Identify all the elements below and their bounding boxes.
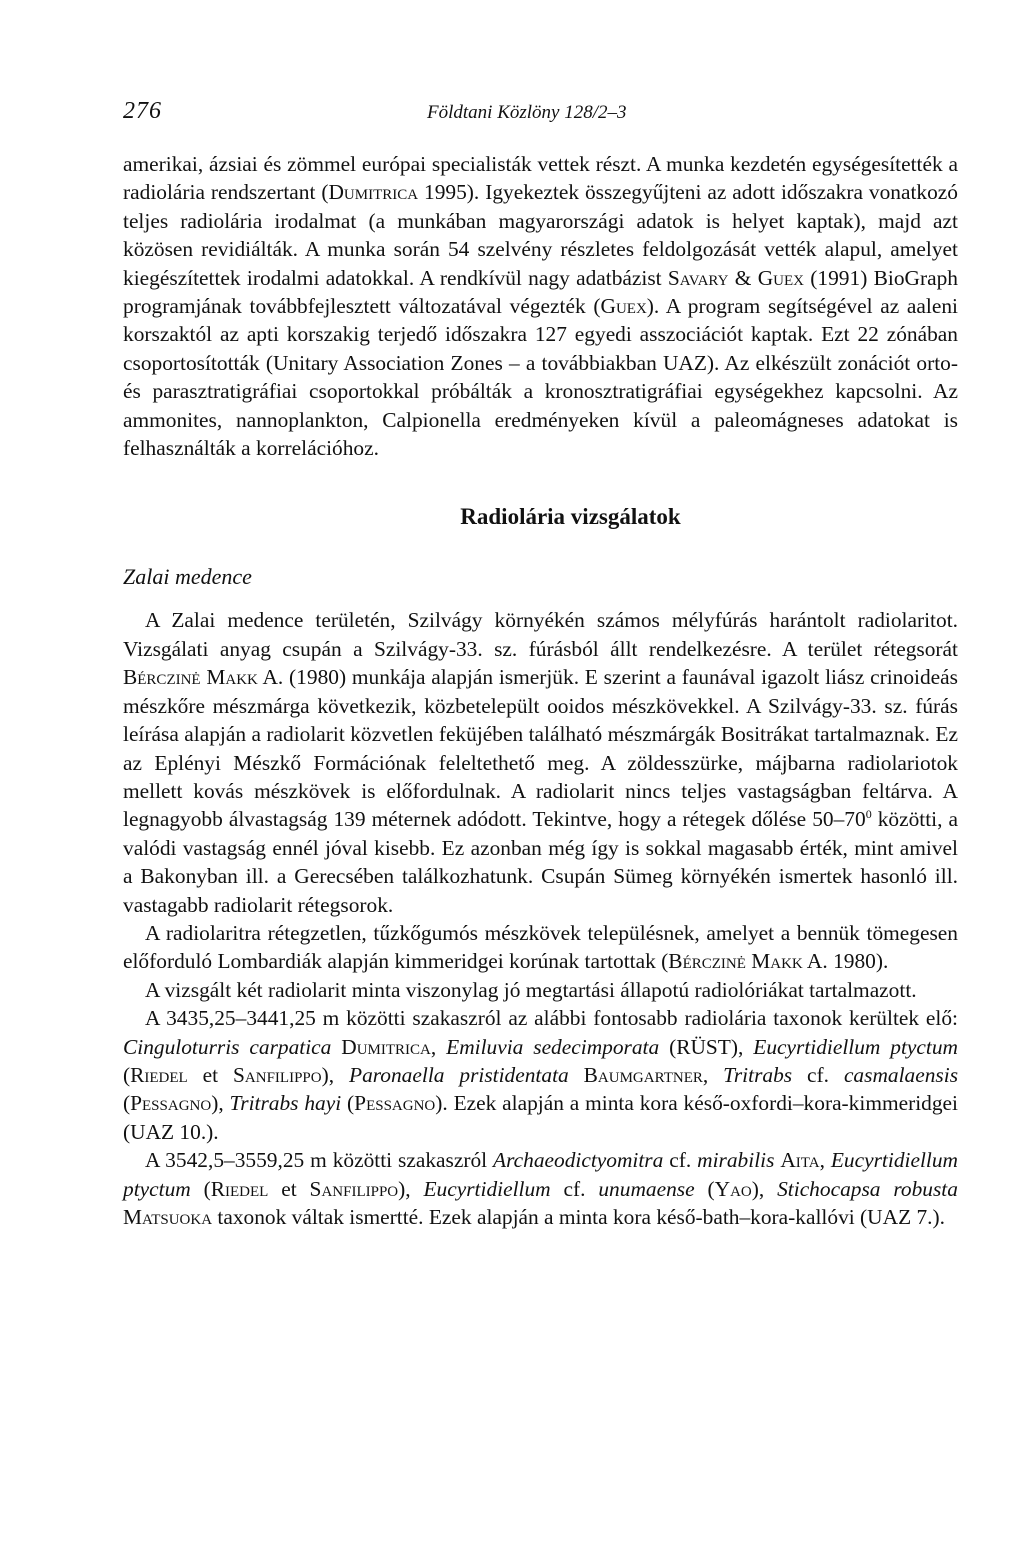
author-ref: Guex	[600, 294, 647, 319]
text: et	[187, 1062, 234, 1087]
author-ref: Matsuoka	[123, 1205, 213, 1229]
text: taxonok váltak ismertté. Ezek alapján a minta kora késő-bath–kora-kallóvi (UAZ 7.).	[212, 1205, 946, 1229]
author-ref: Bérczinė Makk A.	[668, 949, 828, 974]
author-ref: Yao	[714, 1176, 752, 1201]
author-ref: Bérczinė Makk A.	[123, 665, 284, 690]
species-name: Tritrabs	[723, 1062, 793, 1087]
paragraph-zalai-1	[123, 606, 958, 918]
text: 1995). Igyekeztek összegyűjteni az adott időszakra vonatkozó teljes radiolária irodalmat (a munkában magyarországi adatok is helyet kaptak), majd azt közösen revidiálták. A munka során 54 szelvény részletes feldolgozását vették alapul, amelyet kiegészítettek irodalmi adatokkal. A rendkívül nagy adatbázist	[123, 180, 958, 290]
species-name: Stichocapsa robusta	[777, 1176, 958, 1201]
species-name: Emiluvia sedecimporata	[446, 1034, 660, 1059]
text: cf.	[663, 1148, 698, 1173]
author-ref: Riedel	[210, 1176, 269, 1201]
author-ref: Savary & Guex	[667, 265, 804, 290]
species-name: Cinguloturris carpatica	[123, 1034, 332, 1059]
text: (	[123, 1091, 131, 1116]
species-name: Paronaella pristidentata	[349, 1062, 569, 1087]
author-ref: Dumitrica	[341, 1034, 431, 1059]
text: cf.	[792, 1062, 844, 1087]
paragraph-zalai-2	[123, 919, 958, 976]
text: ),	[398, 1176, 424, 1201]
text: amerikai, ázsiai és zömmel európai specialisták vettek részt. A munka kezdetén egységesítették a radiolária rendszertant (	[123, 152, 958, 205]
paragraph-zalai-5: A 3542,5–3559,25 m közötti szakaszról Archaeodictyomitra cf. mirabilis Aita, Eucyrtidiellum ptyctum (Riedel et Sanfilippo), Eucyrtidiellum cf. unumaense (Yao), Stichocapsa robusta Matsuoka taxonok váltak ismertté. Ezek alapján a minta kora késő-bath–kora-kallóvi (UAZ 7.).	[123, 1148, 958, 1229]
species-name: Tritrabs hayi	[229, 1091, 342, 1116]
author-ref: Dumitrica	[328, 180, 419, 205]
text: cf.	[550, 1176, 599, 1201]
running-head	[123, 98, 958, 128]
text: ). Ezek alapján a minta kora késő-oxfordi–kora-kimmeridgei (UAZ 10.).	[123, 1091, 958, 1144]
species-name: Eucyrtidiellum ptyctum	[123, 1148, 958, 1201]
text: (	[123, 1062, 131, 1087]
text: közötti, a valódi vastagság ennél jóval kisebb. Ez azonban még így is sokkal magasabb érték, mint amivel a Bakonyban ill. a Gerecsében találkozhatunk. Csupán Sümeg környékén ismertek hasonló ill. vastagabb radiolarit rétegsorok.	[123, 807, 958, 917]
superscript: 0	[865, 807, 872, 822]
text: ),	[751, 1176, 778, 1201]
species-name: Eucyrtidiellum	[423, 1176, 551, 1201]
journal-title: Földtani Közlöny 128/2–3	[427, 102, 627, 123]
species-name: Archaeodictyomitra	[493, 1148, 664, 1173]
species-name: unumaense	[598, 1176, 695, 1201]
page-number: 276	[123, 98, 162, 124]
author-ref: Aita	[780, 1148, 820, 1173]
text: ). A program segítségével az aaleni korszaktól az apti korszakig terjedő időszakra 127 egyedi asszociációt kaptak. Ezt 22 zónában csoportosították (Unitary Association Zones – a továbbiakban UAZ). Az elkészült zonációt orto- és parasztratigráfiai csoportokkal próbálták a kronosztratigráfiai egységekhez kapcsolni. Az ammonites, nannoplankton, Calpionella eredményeken kívül a paleomágneses adatokat is felhasználták a korrelációhoz.	[123, 294, 959, 461]
text: et	[268, 1176, 310, 1201]
species-name: mirabilis	[697, 1148, 775, 1173]
text: A 3435,25–3441,25 m közötti szakaszról az alábbi fontosabb radiolária taxonok kerültek elő:	[145, 1006, 958, 1031]
author-ref: Sanfilippo	[233, 1062, 322, 1087]
text: 1980).	[827, 949, 889, 974]
author-ref: Riedel	[130, 1062, 188, 1087]
paragraph-zalai-3	[123, 976, 958, 1004]
author-ref: Pessagno	[130, 1091, 212, 1116]
paragraph-zalai-4: A 3435,25–3441,25 m közötti szakaszról az alábbi fontosabb radiolária taxonok kerültek elő: Cinguloturris carpatica Dumitrica, Emiluvia sedecimporata (RÜST), Eucyrtidiellum ptyctum (Riedel et Sanfilippo), Paronaella pristidentata Baumgartner, Tritrabs cf. casmalaensis (Pessagno), Tritrabs hayi (Pessagno). Ezek alapján a minta kora késő-oxfordi–kora-kimmeridgei (UAZ 10.).	[123, 1006, 959, 1144]
text: (	[694, 1176, 715, 1201]
paragraph-intro	[123, 150, 958, 462]
text: (	[341, 1091, 355, 1116]
text: A radiolaritra rétegzetlen, tűzkőgumós mészkövek településnek, amelyet a bennük tömegesen előforduló Lombardiák alapján kimmeridgei korúnak tartottak (	[123, 920, 958, 974]
section-title: Radiolária vizsgálatok	[460, 504, 681, 530]
page	[123, 98, 958, 1231]
author-ref: Sanfilippo	[309, 1176, 399, 1201]
text: ),	[321, 1062, 349, 1087]
text: (1980) munkája alapján ismerjük. E szerint a faunával igazolt liász crinoideás mészkőre mészmárga következik, közbetelepült ooidos mészkövekkel. A Szilvágy-33. sz. fúrás leírása alapján a radiolarit közvetlen feküjében található mészmárgák Bositrákat tartalmaznak. Ez az Eplényi Mészkő Formációnak feleltethető meg. A zöldesszürke, májbarna radiolariotok mellett kovás mészkövek is előfordulnak. A radiolarit nincs teljes vastagságban feltárva. A legnagyobb álvastagság 139 méternek adódott. Tekintve, hogy a rétegek dőlése 50–70	[123, 665, 958, 832]
text: (RÜST),	[659, 1034, 754, 1059]
text: A vizsgált két radiolarit minta viszonylag jó megtartási állapotú radiolóriákat tartalmazott.	[145, 977, 917, 1002]
text: A 3542,5–3559,25 m közötti szakaszról	[145, 1148, 494, 1173]
author-ref: Pessagno	[354, 1091, 436, 1116]
author-ref: Baumgartner	[583, 1062, 703, 1087]
text: (1991) BioGraph programjának továbbfejlesztett változatával végezték (	[123, 265, 958, 319]
text: ),	[211, 1091, 230, 1116]
species-name: Eucyrtidiellum ptyctum	[753, 1034, 958, 1059]
subsection-title: Zalai medence	[123, 564, 252, 590]
text: (	[190, 1176, 211, 1201]
species-name: casmalaensis	[843, 1062, 959, 1087]
text: A Zalai medence területén, Szilvágy környékén számos mélyfúrás harántolt radiolaritot. Vizsgálati anyag csupán a Szilvágy-33. sz. fúrásból állt rendelkezésre. A terület rétegsorát	[123, 608, 958, 661]
